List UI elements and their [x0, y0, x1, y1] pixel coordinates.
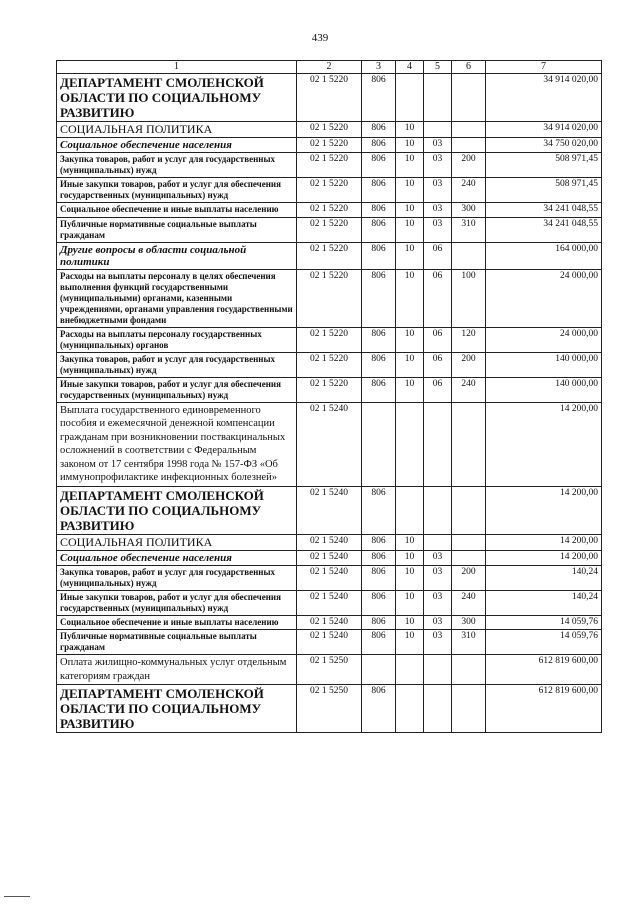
target-article-code: 02 1 5240 — [297, 550, 362, 565]
section-code — [396, 655, 424, 685]
expense-type-code: 310 — [452, 630, 486, 655]
row-name: Социальное обеспечение населения — [57, 138, 297, 153]
amount: 34 914 020,00 — [486, 122, 602, 138]
table-row — [57, 630, 602, 655]
subsection-code: 03 — [424, 138, 452, 153]
subsection-code — [424, 486, 452, 534]
amount: 14 059,76 — [486, 615, 602, 630]
section-code: 10 — [396, 630, 424, 655]
department-code: 806 — [362, 352, 396, 377]
expense-type-code: 120 — [452, 327, 486, 352]
row-name: Расходы на выплаты персоналу государственных (муниципальных) органов — [57, 327, 297, 352]
section-code: 10 — [396, 138, 424, 153]
table-row — [57, 352, 602, 377]
row-name: Закупка товаров, работ и услуг для государственных (муниципальных) нужд — [57, 352, 297, 377]
section-code: 10 — [396, 550, 424, 565]
row-name: СОЦИАЛЬНАЯ ПОЛИТИКА — [57, 122, 297, 138]
amount: 34 241 048,55 — [486, 217, 602, 242]
department-code: 806 — [362, 590, 396, 615]
budget-table — [56, 60, 602, 733]
subsection-code: 06 — [424, 352, 452, 377]
column-header: 2 — [297, 61, 362, 74]
amount: 140 000,00 — [486, 352, 602, 377]
subsection-code: 03 — [424, 153, 452, 178]
table-row — [57, 269, 602, 327]
target-article-code: 02 1 5250 — [297, 655, 362, 685]
table-row — [57, 534, 602, 550]
section-code — [396, 402, 424, 486]
amount: 14 200,00 — [486, 550, 602, 565]
row-name: Социальное обеспечение населения — [57, 550, 297, 565]
page-edge-mark — [4, 896, 30, 897]
department-code: 806 — [362, 630, 396, 655]
table-row — [57, 203, 602, 218]
amount: 14 059,76 — [486, 630, 602, 655]
column-header: 6 — [452, 61, 486, 74]
subsection-code: 03 — [424, 565, 452, 590]
expense-type-code: 240 — [452, 590, 486, 615]
amount: 14 200,00 — [486, 402, 602, 486]
row-name: Иные закупки товаров, работ и услуг для обеспечения государственных (муниципальных) нужд — [57, 178, 297, 203]
department-code: 806 — [362, 269, 396, 327]
amount: 164 000,00 — [486, 242, 602, 269]
target-article-code: 02 1 5240 — [297, 534, 362, 550]
expense-type-code — [452, 402, 486, 486]
table-row — [57, 402, 602, 486]
subsection-code: 06 — [424, 269, 452, 327]
subsection-code: 03 — [424, 590, 452, 615]
section-code: 10 — [396, 565, 424, 590]
subsection-code: 03 — [424, 178, 452, 203]
amount: 140,24 — [486, 590, 602, 615]
department-code: 806 — [362, 242, 396, 269]
department-code: 806 — [362, 685, 396, 733]
table-row — [57, 685, 602, 733]
amount: 24 000,00 — [486, 327, 602, 352]
amount: 24 000,00 — [486, 269, 602, 327]
table-row — [57, 178, 602, 203]
table-row — [57, 615, 602, 630]
amount: 34 914 020,00 — [486, 74, 602, 122]
section-code — [396, 74, 424, 122]
expense-type-code: 300 — [452, 615, 486, 630]
target-article-code: 02 1 5220 — [297, 269, 362, 327]
subsection-code: 03 — [424, 217, 452, 242]
row-name: Другие вопросы в области социальной политики — [57, 242, 297, 269]
row-name: Социальное обеспечение и иные выплаты населению — [57, 203, 297, 218]
target-article-code: 02 1 5240 — [297, 402, 362, 486]
expense-type-code — [452, 138, 486, 153]
expense-type-code — [452, 122, 486, 138]
amount: 508 971,45 — [486, 153, 602, 178]
column-header: 1 — [57, 61, 297, 74]
amount: 612 819 600,00 — [486, 655, 602, 685]
section-code — [396, 685, 424, 733]
expense-type-code: 310 — [452, 217, 486, 242]
expense-type-code: 200 — [452, 352, 486, 377]
table-row — [57, 153, 602, 178]
amount: 612 819 600,00 — [486, 685, 602, 733]
target-article-code: 02 1 5220 — [297, 377, 362, 402]
target-article-code: 02 1 5240 — [297, 590, 362, 615]
expense-type-code — [452, 74, 486, 122]
section-code: 10 — [396, 153, 424, 178]
department-code: 806 — [362, 565, 396, 590]
target-article-code: 02 1 5220 — [297, 138, 362, 153]
subsection-code — [424, 685, 452, 733]
section-code: 10 — [396, 534, 424, 550]
row-name: Публичные нормативные социальные выплаты гражданам — [57, 630, 297, 655]
expense-type-code: 200 — [452, 153, 486, 178]
amount: 14 200,00 — [486, 534, 602, 550]
department-code: 806 — [362, 615, 396, 630]
subsection-code: 06 — [424, 327, 452, 352]
department-code: 806 — [362, 534, 396, 550]
subsection-code: 03 — [424, 203, 452, 218]
expense-type-code: 240 — [452, 377, 486, 402]
row-name: Социальное обеспечение и иные выплаты населению — [57, 615, 297, 630]
row-name: ДЕПАРТАМЕНТ СМОЛЕНСКОЙ ОБЛАСТИ ПО СОЦИАЛЬНОМУ РАЗВИТИЮ — [57, 486, 297, 534]
department-code: 806 — [362, 550, 396, 565]
target-article-code: 02 1 5220 — [297, 74, 362, 122]
department-code: 806 — [362, 178, 396, 203]
target-article-code: 02 1 5240 — [297, 615, 362, 630]
section-code: 10 — [396, 615, 424, 630]
expense-type-code — [452, 685, 486, 733]
column-header: 4 — [396, 61, 424, 74]
expense-type-code: 100 — [452, 269, 486, 327]
subsection-code — [424, 122, 452, 138]
row-name: Расходы на выплаты персоналу в целях обеспечения выполнения функций государственными (муниципальными) органами, казенными учреждениями, органами управления государственными внебюджетными фондами — [57, 269, 297, 327]
row-name: Оплата жилищно-коммунальных услуг отдельным категориям граждан — [57, 655, 297, 685]
department-code: 806 — [362, 74, 396, 122]
department-code — [362, 402, 396, 486]
section-code: 10 — [396, 217, 424, 242]
target-article-code: 02 1 5240 — [297, 486, 362, 534]
department-code: 806 — [362, 377, 396, 402]
section-code: 10 — [396, 269, 424, 327]
target-article-code: 02 1 5240 — [297, 630, 362, 655]
table-row — [57, 122, 602, 138]
section-code: 10 — [396, 122, 424, 138]
expense-type-code: 200 — [452, 565, 486, 590]
row-name: СОЦИАЛЬНАЯ ПОЛИТИКА — [57, 534, 297, 550]
target-article-code: 02 1 5220 — [297, 153, 362, 178]
row-name: Выплата государственного единовременного пособия и ежемесячной денежной компенсации гражданам при возникновении поствакцинальных осложнений в соответствии с Федеральным законом от 17 сентября 1998 года № 157-ФЗ «Об иммунопрофилактике инфекционных болезней» — [57, 402, 297, 486]
table-row — [57, 327, 602, 352]
amount: 508 971,45 — [486, 178, 602, 203]
table-row — [57, 486, 602, 534]
expense-type-code — [452, 486, 486, 534]
amount: 140,24 — [486, 565, 602, 590]
department-code: 806 — [362, 203, 396, 218]
target-article-code: 02 1 5240 — [297, 565, 362, 590]
row-name: Иные закупки товаров, работ и услуг для обеспечения государственных (муниципальных) нужд — [57, 590, 297, 615]
column-header: 3 — [362, 61, 396, 74]
subsection-code: 03 — [424, 615, 452, 630]
subsection-code — [424, 655, 452, 685]
section-code: 10 — [396, 352, 424, 377]
row-name: ДЕПАРТАМЕНТ СМОЛЕНСКОЙ ОБЛАСТИ ПО СОЦИАЛЬНОМУ РАЗВИТИЮ — [57, 74, 297, 122]
amount: 140 000,00 — [486, 377, 602, 402]
row-name: ДЕПАРТАМЕНТ СМОЛЕНСКОЙ ОБЛАСТИ ПО СОЦИАЛЬНОМУ РАЗВИТИЮ — [57, 685, 297, 733]
row-name: Публичные нормативные социальные выплаты гражданам — [57, 217, 297, 242]
section-code: 10 — [396, 327, 424, 352]
expense-type-code — [452, 655, 486, 685]
department-code: 806 — [362, 122, 396, 138]
table-row — [57, 138, 602, 153]
table-row — [57, 217, 602, 242]
target-article-code: 02 1 5250 — [297, 685, 362, 733]
subsection-code: 03 — [424, 550, 452, 565]
subsection-code — [424, 534, 452, 550]
expense-type-code — [452, 242, 486, 269]
department-code — [362, 655, 396, 685]
section-code: 10 — [396, 377, 424, 402]
subsection-code — [424, 402, 452, 486]
expense-type-code — [452, 550, 486, 565]
table-row — [57, 377, 602, 402]
section-code: 10 — [396, 178, 424, 203]
amount: 14 200,00 — [486, 486, 602, 534]
column-header: 7 — [486, 61, 602, 74]
target-article-code: 02 1 5220 — [297, 352, 362, 377]
row-name: Иные закупки товаров, работ и услуг для обеспечения государственных (муниципальных) нужд — [57, 377, 297, 402]
column-header: 5 — [424, 61, 452, 74]
section-code: 10 — [396, 590, 424, 615]
expense-type-code: 240 — [452, 178, 486, 203]
page-number: 439 — [311, 32, 329, 44]
target-article-code: 02 1 5220 — [297, 217, 362, 242]
subsection-code: 06 — [424, 377, 452, 402]
table-row — [57, 590, 602, 615]
target-article-code: 02 1 5220 — [297, 327, 362, 352]
table-row — [57, 74, 602, 122]
department-code: 806 — [362, 486, 396, 534]
subsection-code: 06 — [424, 242, 452, 269]
target-article-code: 02 1 5220 — [297, 122, 362, 138]
subsection-code — [424, 74, 452, 122]
expense-type-code — [452, 534, 486, 550]
subsection-code: 03 — [424, 630, 452, 655]
table-row — [57, 565, 602, 590]
section-code: 10 — [396, 203, 424, 218]
department-code: 806 — [362, 138, 396, 153]
column-number-row — [57, 61, 602, 74]
section-code: 10 — [396, 242, 424, 269]
section-code — [396, 486, 424, 534]
table-row — [57, 550, 602, 565]
target-article-code: 02 1 5220 — [297, 203, 362, 218]
department-code: 806 — [362, 217, 396, 242]
table-row — [57, 242, 602, 269]
amount: 34 241 048,55 — [486, 203, 602, 218]
amount: 34 750 020,00 — [486, 138, 602, 153]
row-name: Закупка товаров, работ и услуг для государственных (муниципальных) нужд — [57, 565, 297, 590]
target-article-code: 02 1 5220 — [297, 178, 362, 203]
row-name: Закупка товаров, работ и услуг для государственных (муниципальных) нужд — [57, 153, 297, 178]
department-code: 806 — [362, 153, 396, 178]
table-row — [57, 655, 602, 685]
expense-type-code: 300 — [452, 203, 486, 218]
department-code: 806 — [362, 327, 396, 352]
target-article-code: 02 1 5220 — [297, 242, 362, 269]
